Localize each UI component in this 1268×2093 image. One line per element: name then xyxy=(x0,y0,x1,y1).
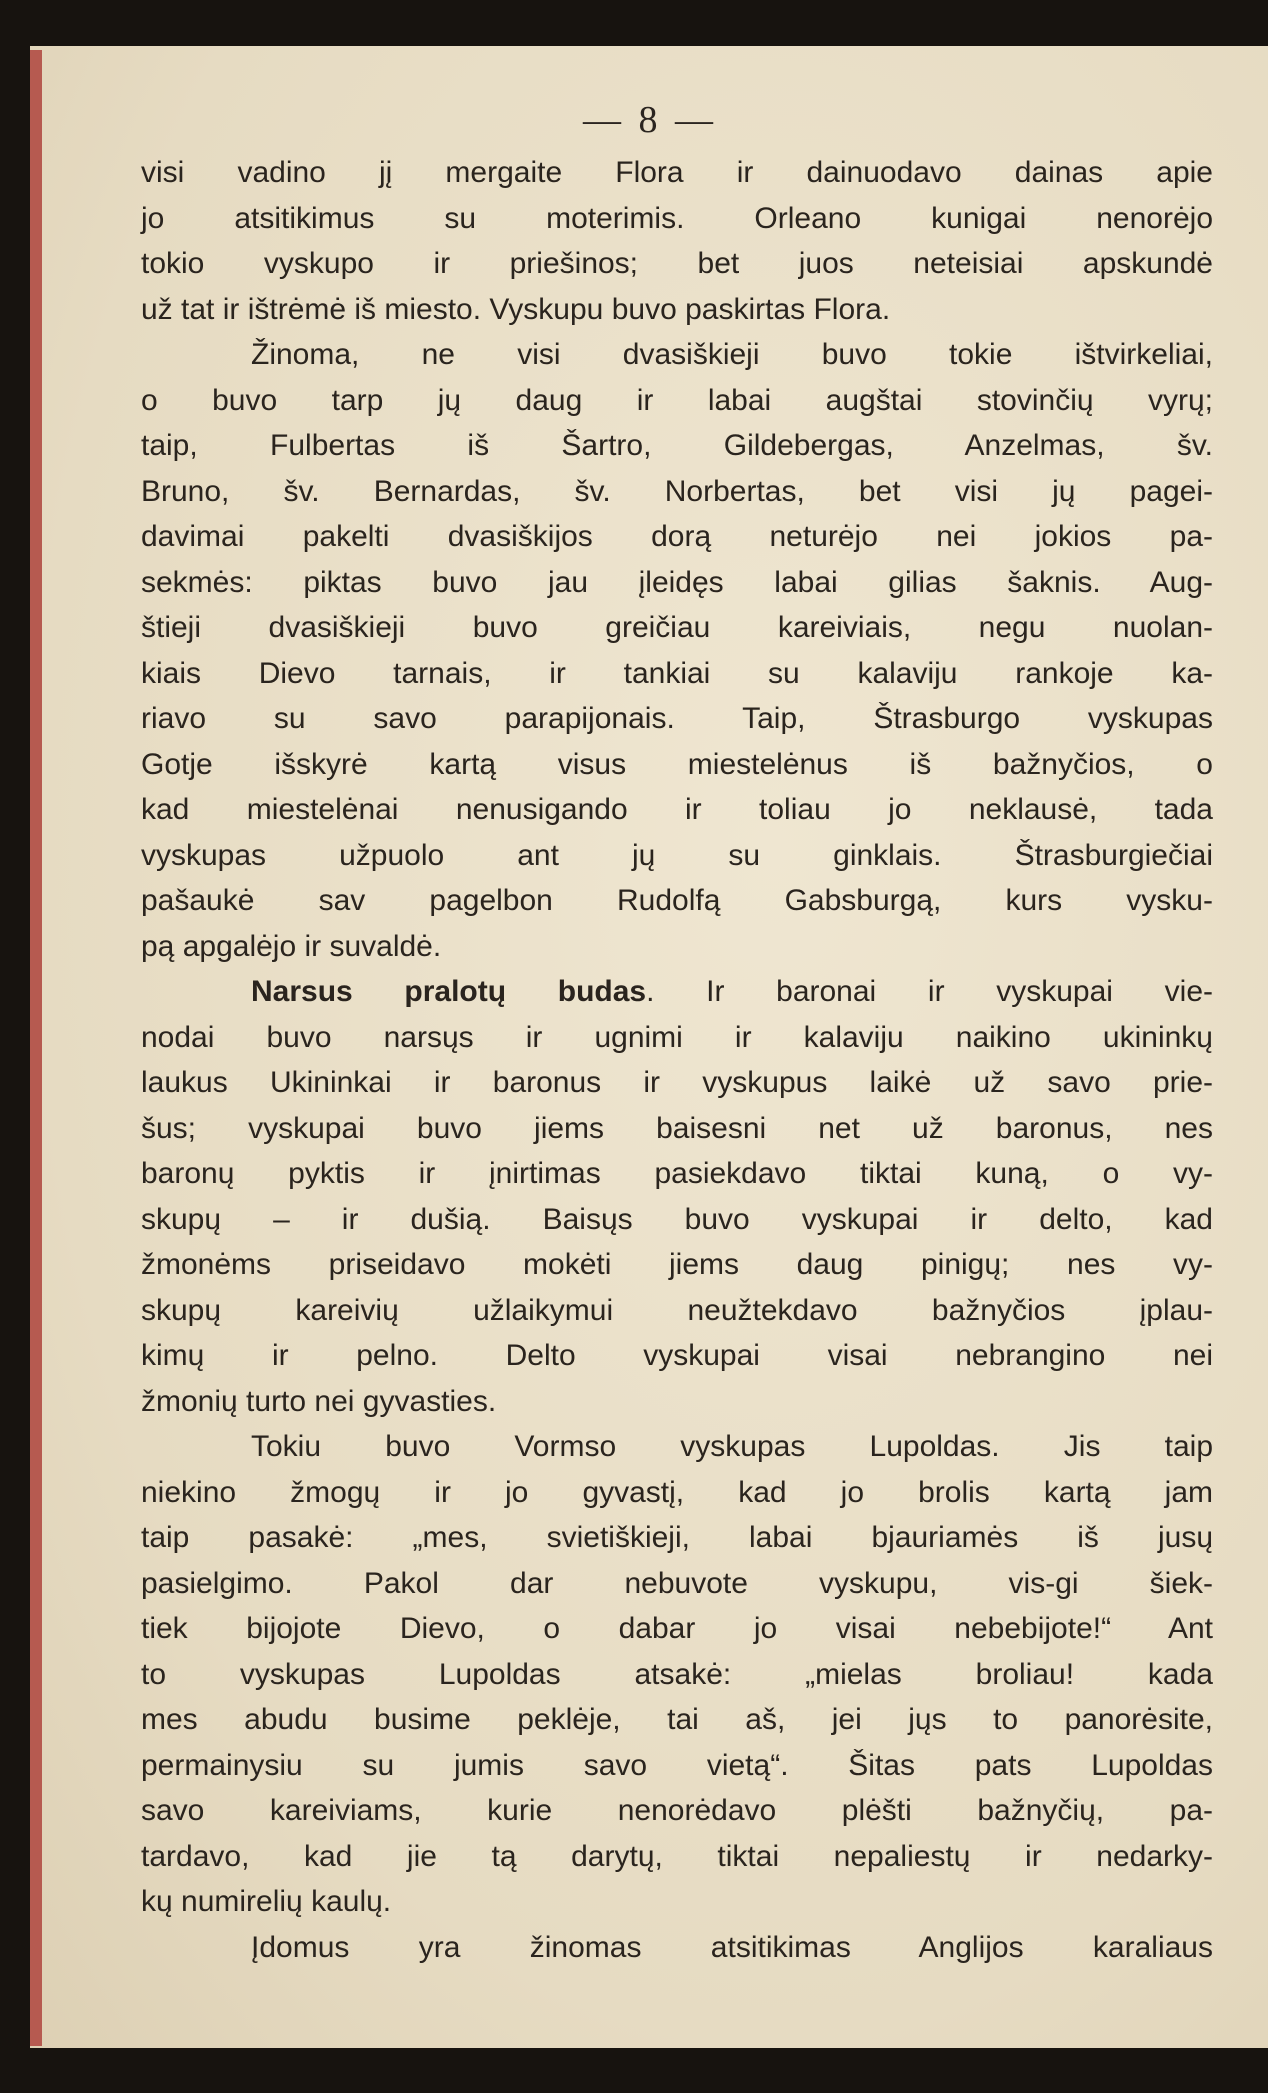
text-line: taip pasakė: „mes, svietiškieji, labai bjauriamės iš jusų xyxy=(141,1521,1213,1554)
text-line: savo kareiviams, kurie nenorėdavo plėšti bažnyčių, pa- xyxy=(141,1794,1213,1827)
body-text xyxy=(141,150,1213,1970)
text-line: pą apgalėjo ir suvaldė. xyxy=(141,929,442,963)
text-line: tiek bijojote Dievo, o dabar jo visai nebebijote!“ Ant xyxy=(141,1612,1213,1645)
book-page xyxy=(30,46,1268,2048)
text-line: visi vadino jį mergaite Flora ir dainuodavo dainas apie xyxy=(141,156,1213,189)
text-line: Įdomus yra žinomas atsitikimas Anglijos karaliaus xyxy=(251,1930,1213,1964)
paragraph xyxy=(141,150,1213,332)
text-line: niekino žmogų ir jo gyvastį, kad jo brolis kartą jam xyxy=(141,1475,1213,1509)
text-line: kų numirelių kaulų. xyxy=(141,1885,392,1918)
text-line: sekmės: piktas buvo jau įleidęs labai gilias šaknis. Aug- xyxy=(141,565,1213,599)
text-line: Gotje išskyrė kartą visus miestelėnus iš bažnyčios, o xyxy=(141,747,1213,781)
text-line: jo atsitikimus su moterimis. Orleano kunigai nenorėjo xyxy=(141,201,1213,235)
text-line: štieji dvasiškieji buvo greičiau kareiviais, negu nuolan- xyxy=(141,611,1213,644)
text-line: laukus Ukininkai ir baronus ir vyskupus laikė už savo prie- xyxy=(141,1066,1213,1099)
text-line: to vyskupas Lupoldas atsakė: „mielas broliau! kada xyxy=(141,1657,1213,1691)
text-line: taip, Fulbertas iš Šartro, Gildebergas, Anzelmas, šv. xyxy=(141,429,1213,462)
text-line: permainysiu su jumis savo vietą“. Šitas pats Lupoldas xyxy=(141,1748,1213,1782)
text-line: Tokiu buvo Vormso vyskupas Lupoldas. Jis taip xyxy=(251,1430,1213,1463)
text-line: tokio vyskupo ir priešinos; bet juos neteisiai apskundė xyxy=(141,247,1213,280)
text-line: kiais Dievo tarnais, ir tankiai su kalaviju rankoje ka- xyxy=(141,656,1213,690)
text-line: kimų ir pelno. Delto vyskupai visai nebrangino nei xyxy=(141,1339,1213,1372)
paragraph xyxy=(141,1925,1213,1971)
text-line: tardavo, kad jie tą darytų, tiktai nepaliestų ir nedarky- xyxy=(141,1839,1213,1873)
page-number: — 8 — xyxy=(583,99,717,141)
paragraph xyxy=(141,332,1213,969)
text-line: baronų pyktis ir įnirtimas pasiekdavo tiktai kuną, o vy- xyxy=(141,1157,1213,1190)
text-line: už tat ir ištrėmė iš miesto. Vyskupu buvo paskirtas Flora. xyxy=(141,292,891,326)
text-line: Bruno, šv. Bernardas, šv. Norbertas, bet visi jų pagei- xyxy=(141,474,1213,508)
text-line: pašaukė sav pagelbon Rudolfą Gabsburgą, kurs vysku- xyxy=(141,884,1213,917)
text-line: šus; vyskupai buvo jiems baisesni net už baronus, nes xyxy=(141,1111,1213,1145)
paragraph xyxy=(141,1424,1213,1925)
paragraph xyxy=(141,969,1213,1424)
section-heading: Narsus pralotų budas xyxy=(251,975,647,1008)
text-line: pasielgimo. Pakol dar nebuvote vyskupu, vis-gi šiek- xyxy=(141,1566,1213,1600)
text-line: žmonių turto nei gyvasties. xyxy=(141,1384,497,1418)
text-line: mes abudu busime peklėje, tai aš, jei jųs to panorėsite, xyxy=(141,1703,1213,1736)
text-line-rest: . Ir baronai ir vyskupai vie- xyxy=(646,975,1213,1008)
text-line: nodai buvo narsųs ir ugnimi ir kalaviju naikino ukininkų xyxy=(141,1020,1213,1054)
text-line: davimai pakelti dvasiškijos dorą neturėjo nei jokios pa- xyxy=(141,520,1213,553)
text-line: riavo su savo parapijonais. Taip, Štrasburgo vyskupas xyxy=(141,702,1213,735)
text-line: žmonėms priseidavo mokėti jiems daug pinigų; nes vy- xyxy=(141,1248,1213,1281)
text-line: skupų – ir dušią. Baisųs buvo vyskupai ir delto, kad xyxy=(141,1202,1213,1236)
text-line: o buvo tarp jų daug ir labai augštai stovinčių vyrų; xyxy=(141,383,1213,417)
page-red-edge xyxy=(30,50,42,2046)
text-line: vyskupas užpuolo ant jų su ginklais. Štrasburgiečiai xyxy=(141,838,1213,872)
text-line: skupų kareivių užlaikymui neužtekdavo bažnyčios įplau- xyxy=(141,1293,1213,1327)
text-line: Žinoma, ne visi dvasiškieji buvo tokie ištvirkeliai, xyxy=(251,338,1213,371)
text-line xyxy=(141,969,1213,1015)
text-line: kad miestelėnai nenusigando ir toliau jo neklausė, tada xyxy=(141,793,1213,826)
